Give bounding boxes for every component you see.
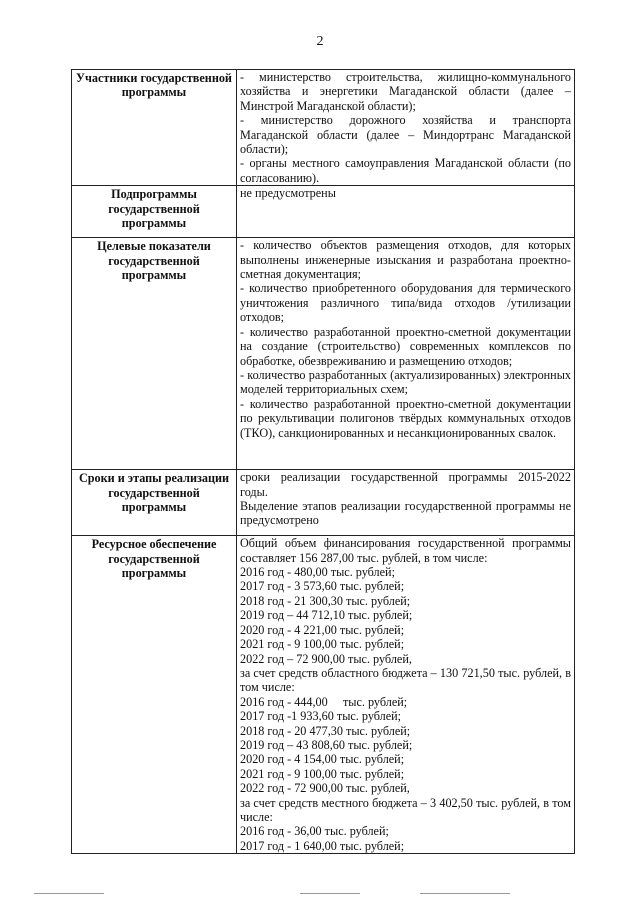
list-item: сроки реализации государственной программы 2015-2022 годы. — [240, 470, 571, 499]
list-item: - количество разработанных (актуализированных) электронных моделей территориальных схем; — [240, 367, 571, 397]
row-content — [237, 536, 575, 854]
list-item: 2021 год - 9 100,00 тыс. рублей; — [240, 637, 405, 652]
list-item: 2016 год - 36,00 тыс. рублей; — [240, 824, 389, 839]
row-label: Участники государственной программы — [72, 70, 237, 186]
list-item: 2017 год - 3 573,60 тыс. рублей; — [240, 579, 405, 594]
row-label: Подпрограммы государственной программы — [72, 186, 237, 238]
scan-artifact-line — [420, 893, 510, 894]
row-label: Целевые показатели государственной программы — [72, 238, 237, 470]
list-item: - количество объектов размещения отходов, для которых выполнены инженерные изыскания и разработана проектно-сметная документация; — [240, 238, 571, 282]
list-item: - министерство строительства, жилищно-коммунального хозяйства и энергетики Магаданской области (далее – Минстрой Магаданской области); — [240, 70, 571, 113]
list-item: Выделение этапов реализации государственной программы не предусмотрено — [240, 499, 571, 528]
page-number: 2 — [316, 34, 324, 49]
list-item: 2020 год - 4 154,00 тыс. рублей; — [240, 752, 405, 767]
list-item: 2019 год – 43 808,60 тыс. рублей; — [240, 737, 413, 752]
list-item: - количество разработанной проектно-сметной документации на создание (строительство) современных комплексов по обработке, обезвреживанию и размещению отходов; — [240, 324, 571, 368]
list-item: - органы местного самоуправления Магаданской области (по согласованию). — [240, 156, 571, 185]
list-item: - количество разработанной проектно-сметной документации по рекультивации полигонов твёрдых коммунальных отходов (ТКО), санкционированных и несанкционированных свалок. — [240, 396, 571, 440]
row-content — [237, 238, 575, 470]
list-item: - министерство дорожного хозяйства и транспорта Магаданской области (далее – Миндортранс Магаданской области); — [240, 113, 571, 157]
list-item: за счет средств областного бюджета – 130 721,50 тыс. рублей, в том числе: — [240, 665, 571, 695]
list-item: 2020 год - 4 221,00 тыс. рублей; — [240, 622, 405, 637]
list-item: 2017 год - 1 640,00 тыс. рублей; — [240, 838, 405, 853]
list-item: 2018 год - 20 477,30 тыс. рублей; — [240, 723, 411, 738]
list-item: 2022 год – 72 900,00 тыс. рублей, — [240, 651, 412, 666]
list-item: 2018 год - 21 300,30 тыс. рублей; — [240, 593, 411, 608]
row-content — [237, 70, 575, 186]
list-item: 2017 год -1 933,60 тыс. рублей; — [240, 709, 402, 724]
scan-artifact-line — [300, 893, 360, 894]
scan-artifact-line — [34, 893, 104, 894]
list-item: 2016 год - 444,00 тыс. рублей; — [240, 694, 408, 709]
list-item: 2019 год – 44 712,10 тыс. рублей; — [240, 608, 413, 623]
list-item: 2021 год - 9 100,00 тыс. рублей; — [240, 766, 405, 781]
list-item: 2022 год - 72 900,00 тыс. рублей, — [240, 781, 410, 796]
list-item: 2016 год - 480,00 тыс. рублей; — [240, 565, 395, 580]
row-label: Сроки и этапы реализации государственной программы — [72, 470, 237, 536]
table-row — [72, 186, 575, 238]
list-item: - количество приобретенного оборудования для термического уничтожения различного типа/вида отходов /утилизации отходов; — [240, 281, 571, 325]
list-item: Общий объем финансирования государственной программы составляет 156 287,00 тыс. рублей, в том числе: — [240, 536, 571, 565]
row-label: Ресурсное обеспечение государственной программы — [72, 536, 237, 854]
table-row — [72, 70, 575, 186]
table-row — [72, 470, 575, 536]
list-item: не предусмотрены — [240, 186, 336, 201]
table-row — [72, 238, 575, 470]
row-content — [237, 470, 575, 536]
table-row — [72, 536, 575, 854]
passport-table — [71, 69, 575, 854]
row-content — [237, 186, 575, 238]
list-item: за счет средств местного бюджета – 3 402,50 тыс. рублей, в том числе: — [240, 795, 571, 824]
